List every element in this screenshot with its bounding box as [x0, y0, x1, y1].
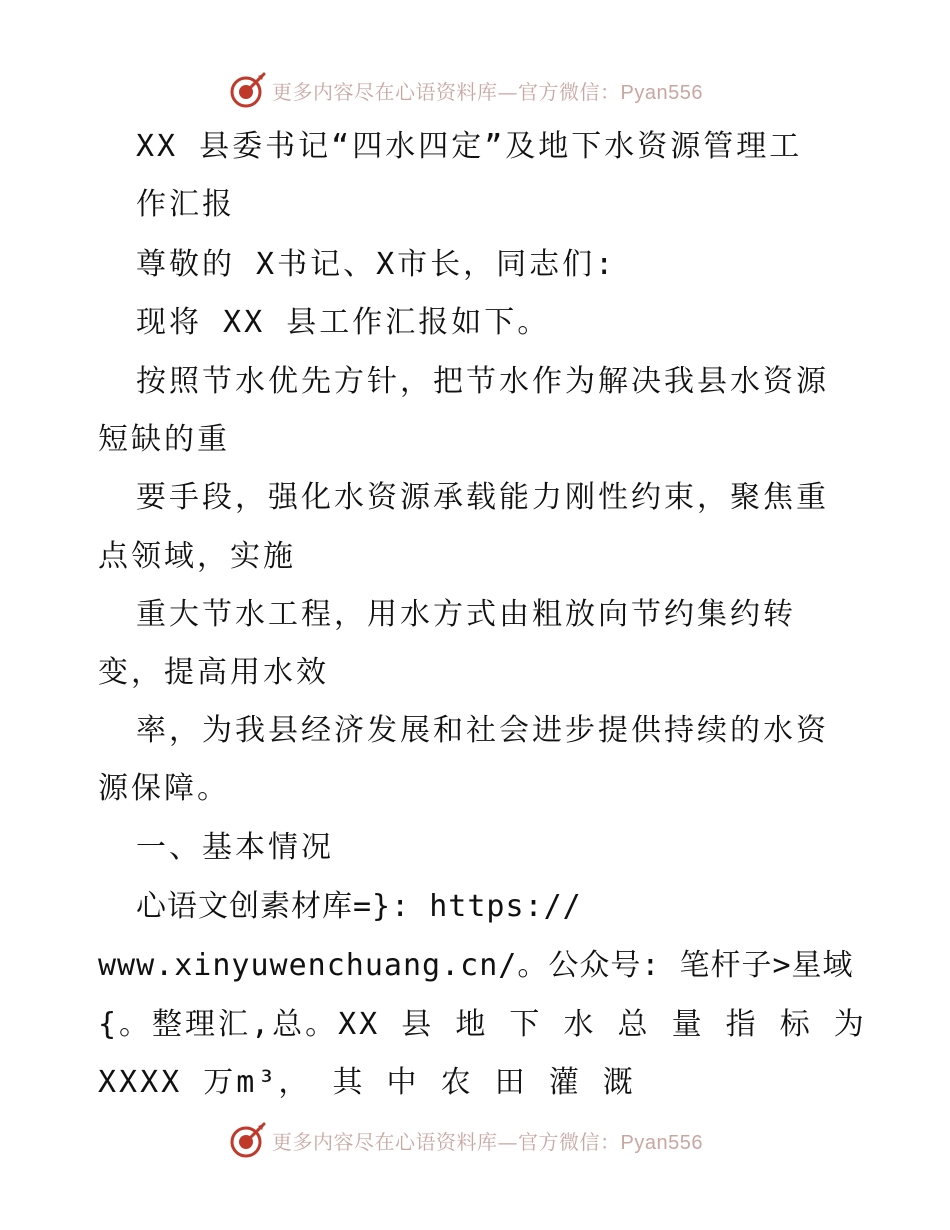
promo-line-2: www.xinyuwenchuang.cn/。公众号: 笔杆子>星域: [98, 948, 854, 983]
watermark-banner-top: [228, 70, 728, 110]
salutation: 尊敬的 X书记、X市长，同志们:: [136, 247, 617, 282]
paragraph-1-line-2: 短缺的重: [98, 422, 230, 457]
doc-title-line-1: XX 县委书记“四水四定”及地下水资源管理工: [136, 129, 803, 164]
paragraph-1-line-1: 按照节水优先方针，把节水作为解决我县水资源: [136, 364, 829, 399]
paragraph-4-line-2: 源保障。: [98, 771, 230, 806]
watermark-banner-bottom: [228, 1120, 728, 1160]
paragraph-3-line-1: 重大节水工程，用水方式由粗放向节约集约转: [136, 597, 796, 632]
promo-line-1: 心语文创素材库=}: https://: [136, 889, 582, 924]
promo-line-3: {。整理汇,总。XX 县 地 下 水 总 量 指 标 为: [98, 1007, 867, 1042]
section-heading-1: 一、基本情况: [136, 830, 334, 865]
paragraph-2-line-2: 点领域，实施: [98, 539, 296, 574]
pen-logo-icon: [228, 70, 268, 110]
paragraph-3-line-2: 变，提高用水效: [98, 655, 329, 690]
promo-line-4: XXXX 万m³， 其 中 农 田 灌 溉: [98, 1065, 636, 1100]
intro-line: 现将 XX 县工作汇报如下。: [136, 305, 551, 340]
doc-title-line-2: 作汇报: [136, 187, 235, 222]
paragraph-4-line-1: 率，为我县经济发展和社会进步提供持续的水资: [136, 713, 829, 748]
pen-logo-icon: [228, 1120, 268, 1160]
watermark-text: 更多内容尽在心语资料库—官方微信：Pyan556: [272, 1129, 703, 1154]
paragraph-2-line-1: 要手段，强化水资源承载能力刚性约束，聚焦重: [136, 480, 829, 515]
watermark-text: 更多内容尽在心语资料库—官方微信：Pyan556: [272, 79, 703, 104]
